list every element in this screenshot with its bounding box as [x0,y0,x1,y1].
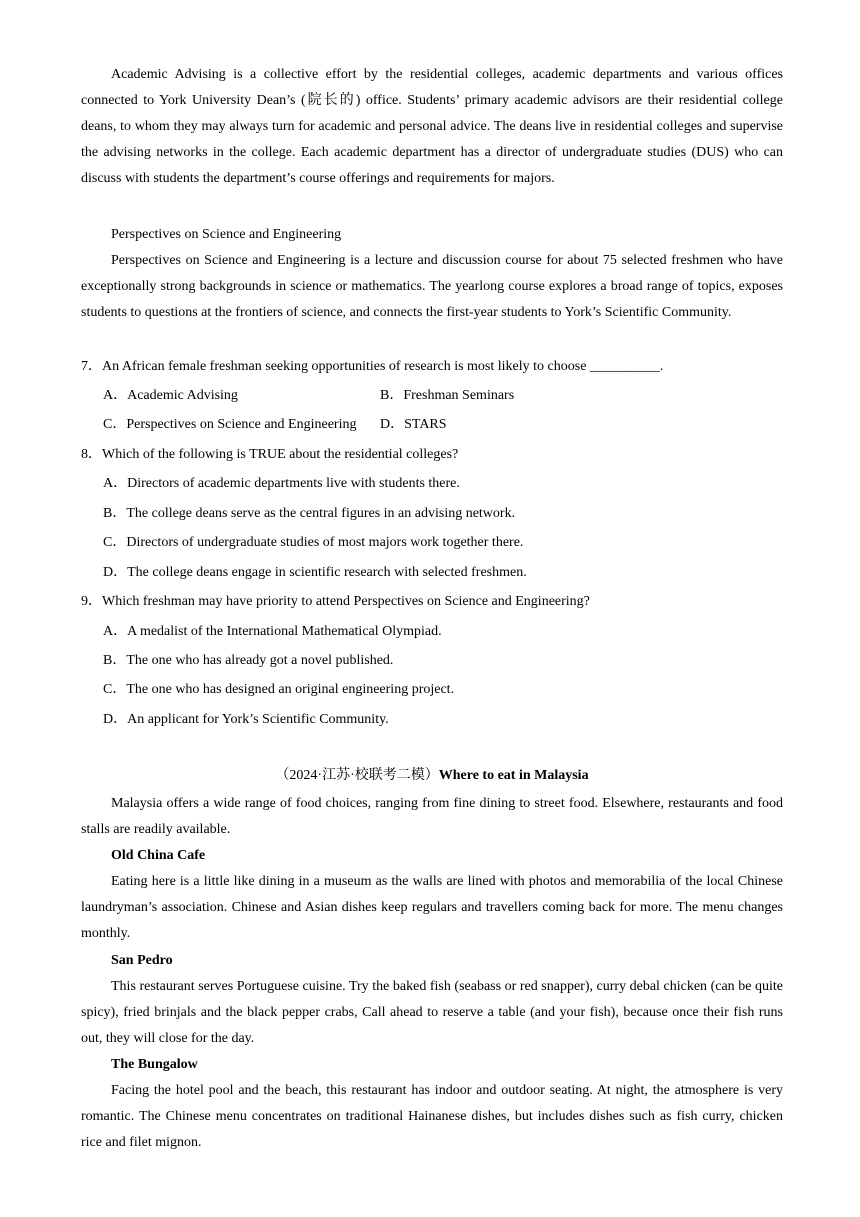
perspectives-paragraph: Perspectives on Science and Engineering is a lecture and discussion course for about 75 selected freshmen who have exceptionally strong backgrounds in science or mathematics. The yearlong course explores a broad range of topics, exposes students to questions at the frontiers of science, and connects the first-year students to York’s Scientific Community. [81,253,783,320]
question-7-option-a: A．Academic Advising [103,388,238,403]
question-8-option-d: D．The college deans engage in scientific research with selected freshmen. [103,565,527,580]
passage-title-line [81,766,783,786]
question-7-stem: 7．An African female freshman seeking opportunities of research is most likely to choose __________. [81,359,664,374]
question-9-option-d: D．An applicant for York’s Scientific Community. [103,712,389,727]
question-7-option-d: D．STARS [380,417,447,432]
question-7-option-b: B．Freshman Seminars [380,388,515,403]
question-9-option-a: A．A medalist of the International Mathematical Olympiad. [103,624,442,639]
question-8-option-b: B．The college deans serve as the central figures in an advising network. [103,506,516,521]
restaurant-name-san-pedro: San Pedro [111,953,173,968]
question-9-option-c: C．The one who has designed an original engineering project. [103,682,455,697]
restaurant-name-the-bungalow: The Bungalow [111,1057,198,1072]
question-8-stem: 8．Which of the following is TRUE about the residential colleges? [81,447,459,462]
question-9-stem: 9．Which freshman may have priority to attend Perspectives on Science and Engineering? [81,594,590,609]
perspectives-heading: Perspectives on Science and Engineering [111,227,342,242]
question-7-option-c: C．Perspectives on Science and Engineering [103,417,357,432]
question-9-option-b: B．The one who has already got a novel published. [103,653,394,668]
restaurant-desc-san-pedro: This restaurant serves Portuguese cuisine. Try the baked fish (seabass or red snapper), curry debal chicken (can be quite spicy), fried brinjals and the black pepper crabs, Call ahead to reserve a table (and your fish), because once their fish runs out, they will close for the day. [81,979,783,1046]
passage-title: Where to eat in Malaysia [438,768,589,783]
restaurant-desc-old-china-cafe: Eating here is a little like dining in a museum as the walls are lined with photos and memorabilia of the local Chinese laundryman’s association. Chinese and Asian dishes keep regulars and travellers coming back for more. The menu changes monthly. [81,874,783,941]
passage-source: （2024·江苏·校联考二模） [275,768,439,783]
question-8-option-a: A．Directors of academic departments live with students there. [103,476,460,491]
malaysia-intro-paragraph: Malaysia offers a wide range of food choices, ranging from fine dining to street food. Elsewhere, restaurants and food stalls are readily available. [81,796,783,837]
academic-advising-paragraph: Academic Advising is a collective effort by the residential colleges, academic departments and various offices connected to York University Dean’s (院长的) office. Students’ primary academic advisors are their residential college deans, to whom they may always turn for academic and personal advice. The deans live in residential colleges and supervise the advising networks in the college. Each academic department has a director of undergraduate studies (DUS) who can discuss with students the department’s course offerings and requirements for majors. [81,67,783,186]
restaurant-name-old-china-cafe: Old China Cafe [111,848,206,863]
restaurant-desc-the-bungalow: Facing the hotel pool and the beach, this restaurant has indoor and outdoor seating. At night, the atmosphere is very romantic. The Chinese menu concentrates on traditional Hainanese dishes, but includes dishes such as fish curry, chicken rice and filet mignon. [81,1083,783,1150]
question-8-option-c: C．Directors of undergraduate studies of most majors work together there. [103,535,524,550]
